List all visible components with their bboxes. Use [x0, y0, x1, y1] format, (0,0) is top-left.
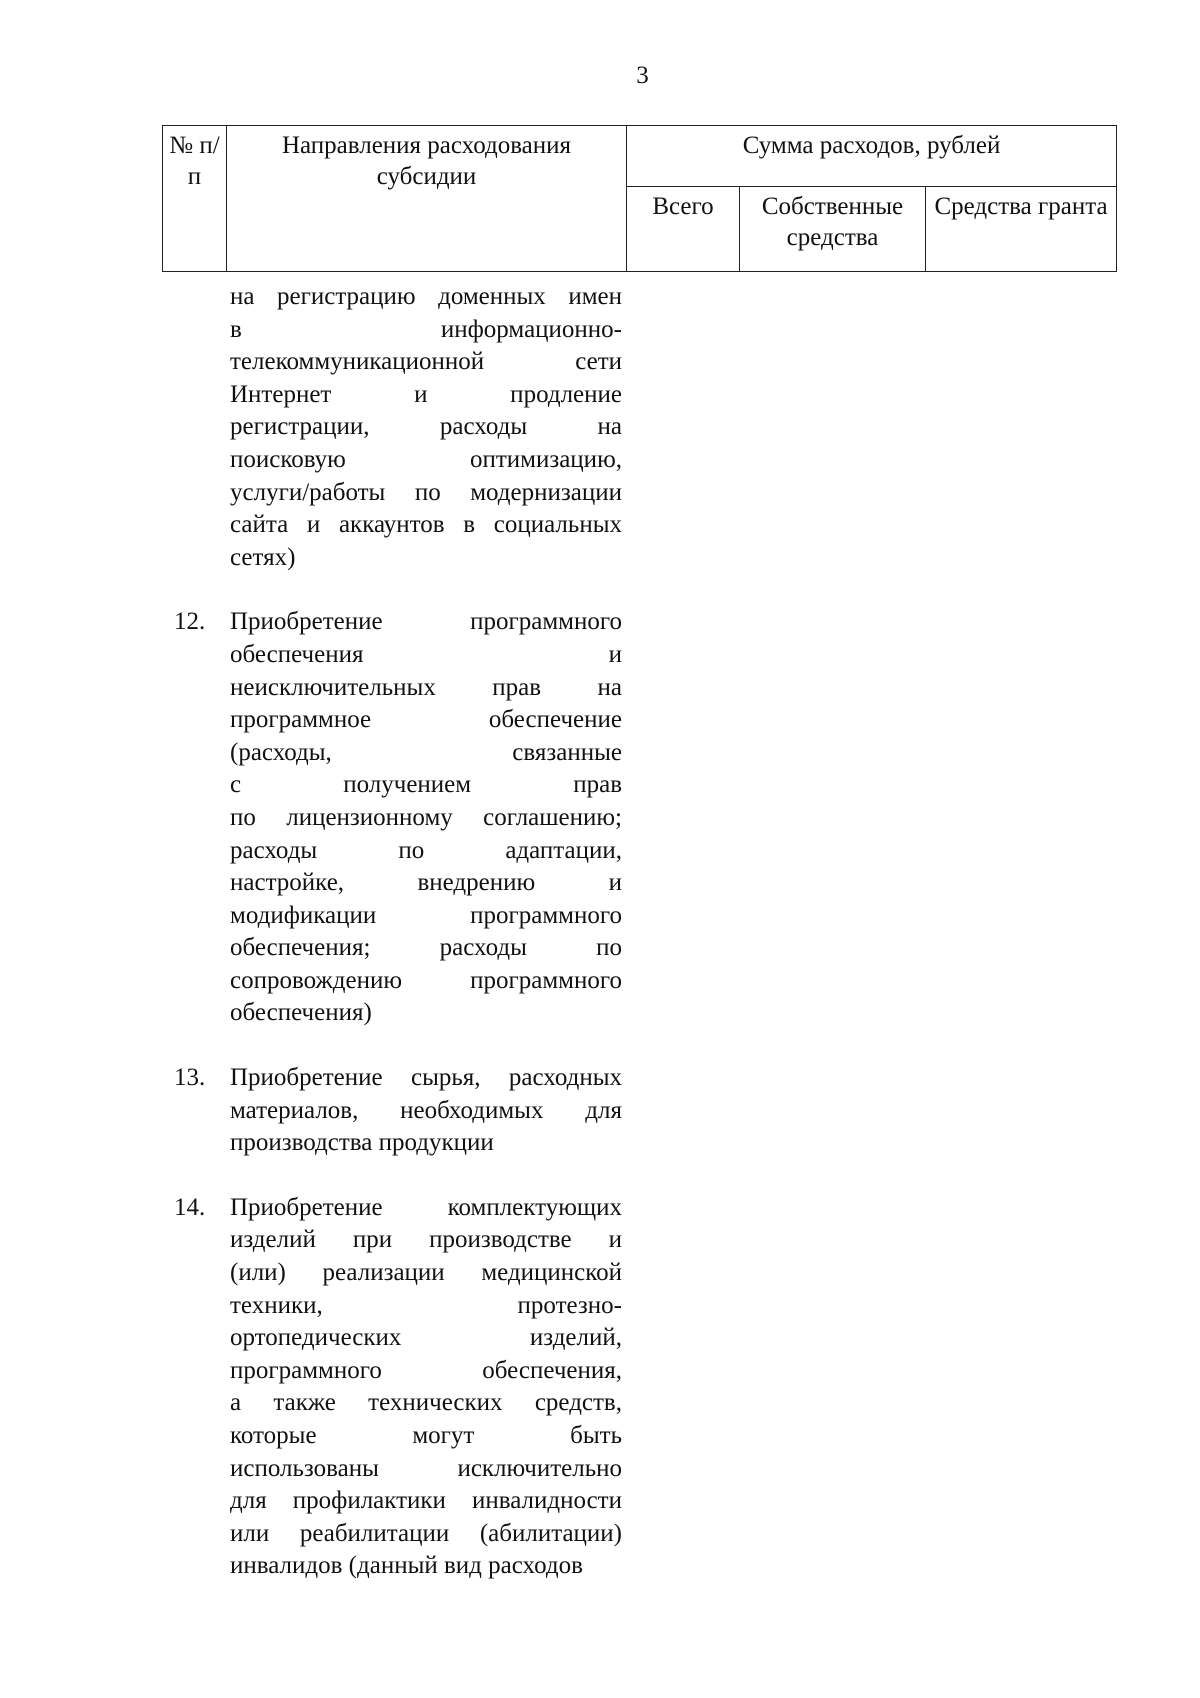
item-text-line: изделий при производстве и: [230, 1226, 622, 1254]
item-text-line: настройке, внедрению и: [230, 869, 622, 897]
list-item: [162, 606, 632, 1030]
item-text-line: в информационно-: [230, 315, 622, 343]
item-number: [162, 281, 230, 574]
item-text-line: (или) реализации медицинской: [230, 1259, 622, 1287]
item-text-line: по лицензионному соглашению;: [230, 803, 622, 831]
item-text-line: сайта и аккаунтов в социальных: [230, 511, 622, 539]
item-text-line: обеспечения): [230, 999, 372, 1027]
item-text-line: или реабилитации (абилитации): [230, 1519, 622, 1547]
list-item: [162, 1192, 632, 1583]
list-item: [162, 1062, 632, 1160]
item-text-line: производства продукции: [230, 1129, 494, 1157]
item-text-line: с получением прав: [230, 771, 622, 799]
item-text-line: неисключительных прав на: [230, 673, 622, 701]
item-text-line: ортопедических изделий,: [230, 1324, 622, 1352]
item-text-line: техники, протезно-: [230, 1291, 622, 1319]
column-header-grant-funds: Средства гранта: [926, 187, 1117, 272]
item-number: 14.: [174, 1193, 206, 1221]
item-description: [230, 1062, 622, 1160]
column-header-number: № п/п: [163, 126, 227, 272]
column-header-direction: Направления расходования субсидии: [227, 126, 627, 272]
item-text-line: обеспечения; расходы по: [230, 934, 622, 962]
page-number: 3: [636, 62, 649, 89]
item-text-line: Приобретение программного: [230, 608, 622, 636]
column-header-own-funds: Собственные средства: [740, 187, 926, 272]
list-item: [162, 281, 632, 574]
item-text-line: использованы исключительно: [230, 1454, 622, 1482]
item-text-line: материалов, необходимых для: [230, 1096, 622, 1124]
item-text-line: поисковую оптимизацию,: [230, 445, 622, 473]
item-text-line: программное обеспечение: [230, 706, 622, 734]
column-header-sum-group: Сумма расходов, рублей: [627, 126, 1117, 187]
item-text-line: Приобретение сырья, расходных: [230, 1064, 622, 1092]
item-number: 12.: [174, 608, 206, 636]
item-text-line: для профилактики инвалидности: [230, 1487, 622, 1515]
item-text-line: инвалидов (данный вид расходов: [230, 1552, 583, 1580]
item-text-line: а также технических средств,: [230, 1389, 622, 1417]
item-description: [230, 1192, 622, 1583]
item-text-line: регистрации, расходы на: [230, 413, 622, 441]
item-text-line: сетях): [230, 543, 296, 571]
item-description: [230, 606, 622, 1030]
item-text-line: которые могут быть: [230, 1422, 622, 1449]
expense-table-header: [162, 125, 1117, 272]
column-header-total: Всего: [627, 187, 740, 272]
item-text-line: Приобретение комплектующих: [230, 1193, 622, 1221]
item-text-line: (расходы, связанные: [230, 738, 622, 766]
item-text-line: обеспечения и: [230, 640, 622, 668]
expense-items-list: [162, 281, 632, 1615]
item-text-line: сопровождению программного: [230, 966, 622, 994]
item-text-line: программного обеспечения,: [230, 1356, 622, 1384]
item-text-line: модификации программного: [230, 901, 622, 929]
item-text-line: телекоммуникационной сети: [230, 348, 622, 376]
item-description: [230, 281, 622, 574]
item-text-line: Интернет и продление: [230, 380, 622, 408]
item-text-line: на регистрацию доменных имен: [230, 283, 622, 310]
item-text-line: услуги/работы по модернизации: [230, 478, 622, 506]
item-number: 13.: [174, 1064, 206, 1092]
item-text-line: расходы по адаптации,: [230, 836, 622, 864]
